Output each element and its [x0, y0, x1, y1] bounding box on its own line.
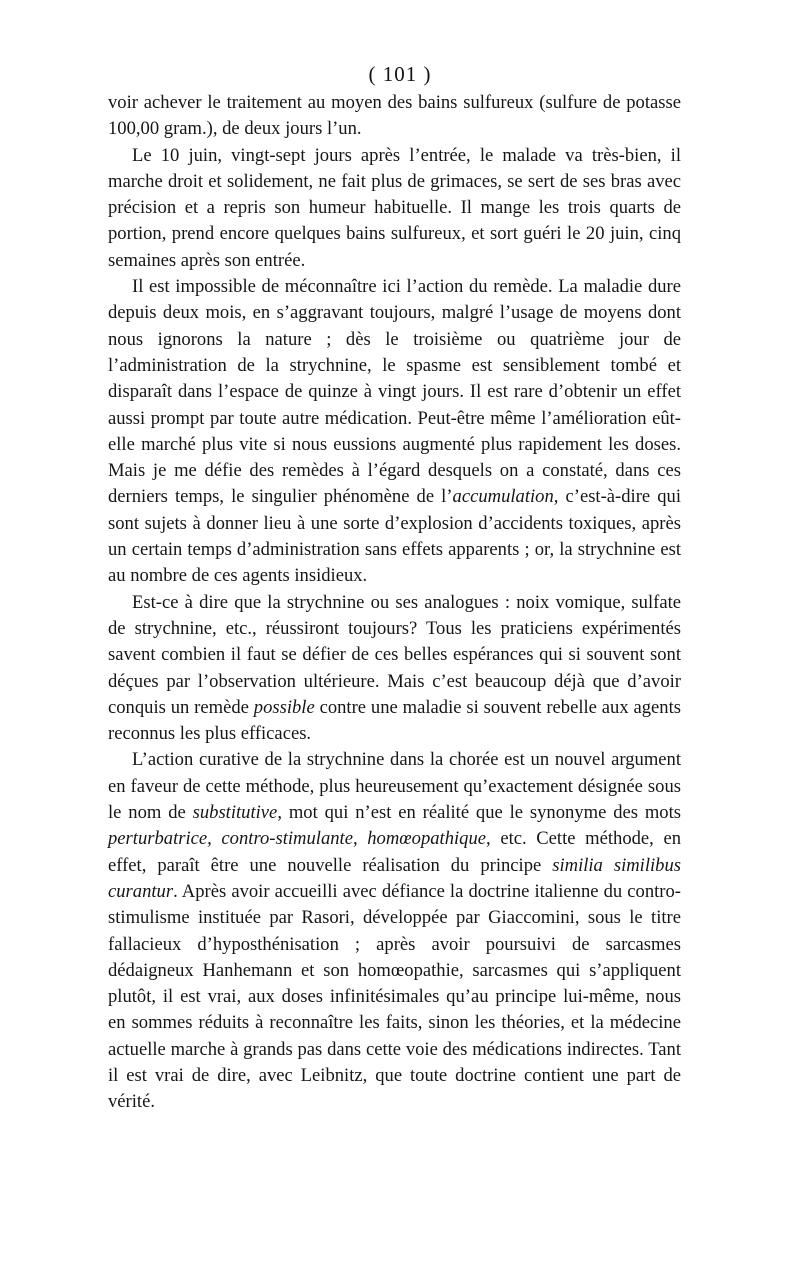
text-segment: voir achever le traitement au moyen des bains sulfureux (sulfure de potasse 100,00 gram.), de deux jours l’un. — [108, 92, 681, 140]
body-text — [108, 90, 681, 1116]
text-segment: contre une maladie si souvent rebelle aux agents reconnus les plus efficaces. — [108, 696, 682, 745]
text-segment: , mot qui n’est en réalité que le synonyme des mots — [277, 802, 681, 824]
paragraph-4 — [108, 590, 681, 748]
text-segment: Est-ce à dire que la strychnine ou ses analogues : noix vomique, sulfate de strychnine, etc., réussiront toujours? Tous les praticiens expérimentés savent combien il faut se défier de ces belles espérances qui si souvent sont déçues par l’observation ultérieure. Mais c’est beaucoup déjà que d’avoir conquis un remède — [108, 591, 681, 718]
italic-term: substitutive — [192, 802, 278, 824]
text-segment: , etc. Cette méthode, en effet, paraît être une nouvelle réalisation du principe — [108, 828, 681, 876]
text-segment: . Après avoir accueilli avec défiance la doctrine italienne du contro-stimulisme instituée par Rasori, développée par Giaccomini, sous le titre fallacieux d’hyposthénisation ; après avoir poursuivi de sarcasmes dédaigneux Hanhemann et son homœopathie, sarcasmes qui s’appliquent plutôt, il est vrai, aux doses infinitésimales qu’au principe lui-même, nous en sommes réduits à reconnaître les faits, sinon les théories, et la médecine actuelle marche à grands pas dans cette voie des médications indirectes. Tant il est vrai de dire, avec Leibnitz, que toute doctrine contient une part de vérité. — [108, 880, 681, 1113]
text-segment: Il est impossible de méconnaître ici l’action du remède. La maladie dure depuis deux mois, en s’aggravant toujours, malgré l’usage de moyens dont nous ignorons la nature ; dès le troisième ou quatrième jour de l’administration de la strychnine, le spasme est sensiblement tombé et disparaît dans l’espace de quinze à vingt jours. Il est rare d’obtenir un effet aussi prompt par toute autre médication. Peut-être même l’amélioration eût-elle marché plus vite si nous eussions augmenté plus rapidement les doses. Mais je me défie des remèdes à l’égard desquels on a constaté, dans ces derniers temps, le singulier phénomène de l’ — [108, 276, 681, 508]
italic-term: accumulation — [452, 486, 554, 508]
paragraph-5 — [108, 747, 681, 1115]
text-segment: , c’est-à-dire qui sont sujets à donner lieu à une sorte d’explosion d’accidents toxiques, après un certain temps d’administration sans effets apparents ; or, la strychnine est au nombre de ces agents insidieux. — [108, 486, 681, 587]
paragraph-1 — [108, 90, 681, 143]
italic-term: perturbatrice, contro-stimulante, homœopathique — [108, 828, 487, 850]
italic-term: similia similibus curantur — [108, 854, 681, 902]
paragraph-3 — [108, 274, 681, 590]
italic-term: possible — [253, 696, 315, 718]
paragraph-2 — [108, 143, 681, 274]
text-segment: Le 10 juin, vingt-sept jours après l’entrée, le malade va très-bien, il marche droit et solidement, ne fait plus de grimaces, se sert de ses bras avec précision et a repris son humeur habituelle. Il mange les trois quarts de portion, prend encore quelques bains sulfureux, et sort guéri le 20 juin, cinq semaines après son entrée. — [108, 144, 681, 271]
text-segment: L’action curative de la strychnine dans la chorée est un nouvel argument en faveur de cette méthode, plus heureusement qu’exactement désignée sous le nom de — [108, 749, 681, 824]
page-number: ( 101 ) — [368, 62, 432, 86]
